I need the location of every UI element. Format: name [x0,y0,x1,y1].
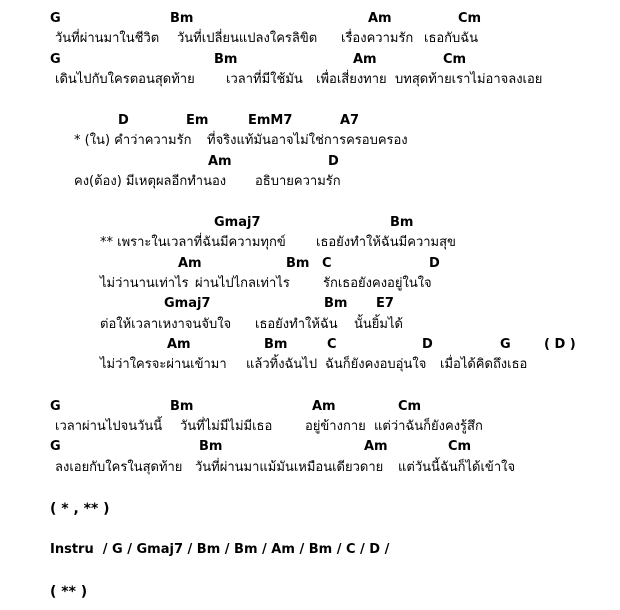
chord: Am [368,11,392,26]
chord: Am [312,399,336,414]
chord: Bm [324,296,348,311]
lyric: ต่อให้เวลาเหงาจนจับใจ [100,317,232,332]
chord: G [50,399,61,414]
lyric: เธอยังทำให้ฉัน [255,317,338,332]
lyric: แต่ว่าฉันก็ยังคงรู้สึก [374,419,483,434]
lyric: วันที่ผ่านมาในชีวิต [55,31,160,46]
lyric: เธอยังทำให้ฉันมีความสุข [316,235,456,250]
chord: E7 [376,296,394,311]
chord: Em [186,113,209,128]
chord: G [50,52,61,67]
lyric: แต่วันนี้ฉันก็ได้เข้าใจ [398,460,516,475]
lyric: เธอกับฉัน [424,31,479,46]
chord: Bm [286,256,310,271]
lyric: ฉันก็ยังคงอบอุ่นใจ [325,357,427,372]
lyric: เพื่อเสี่ยงทาย [316,72,387,87]
chord: Gmaj7 [164,296,211,311]
chord: Bm [170,399,194,414]
chord: C [327,337,337,352]
lyric: นั้นยิ้มได้ [354,317,403,332]
chord: Cm [443,52,467,67]
lyric: บทสุดท้ายเราไม่อาจลงเอย [395,72,543,87]
lyric: เดินไปกับใครตอนสุดท้าย [55,72,195,87]
chord: G [50,11,61,26]
lyric: ลงเอยกับใครในสุดท้าย [55,460,183,475]
chord: ( D ) [544,337,576,352]
lyric: อยู่ข้างกาย [305,419,366,434]
lyric: อธิบายความรัก [255,174,341,189]
lyric: เรื่องความรัก [341,31,414,46]
lyric: เวลาที่มีใช้มัน [226,72,303,87]
chord: D [429,256,440,271]
lyric: ผ่านไปไกลเท่าไร [195,276,290,291]
lyric: ที่จริงแท้มันอาจไม่ใช่การครอบครอง [207,133,408,148]
lyric: รักเธอยังคงอยู่ในใจ [323,276,432,291]
chord: Am [353,52,377,67]
chord: G [500,337,511,352]
lyric: เมื่อได้คิดถึงเธอ [440,357,528,372]
instrumental-text: Instru / G / Gmaj7 / Bm / Bm / Am / Bm / C / D / [50,542,390,557]
chord: Gmaj7 [214,215,261,230]
chord: Bm [199,439,223,454]
chord: D [328,154,339,169]
chord: D [118,113,129,128]
lyric: แล้วทิ้งฉันไป [246,357,318,372]
chord: Bm [264,337,288,352]
repeat-marker-text: ( * , ** ) [50,501,110,517]
lyric: วันที่เปลี่ยนแปลงใครลิขิต [177,31,318,46]
lyric: วันที่ผ่านมาแม้มันเหมือนเดียวดาย [195,460,384,475]
lyric: คง(ต้อง) มีเหตุผลอีกทำนอง [74,174,227,189]
lyric: * (ใน) คำว่าความรัก [74,133,192,148]
chord: D [422,337,433,352]
lyric: ** เพราะในเวลาที่ฉันมีความทุกข์ [100,235,286,250]
chord: G [50,439,61,454]
lyric: วันที่ไม่มีไม่มีเธอ [180,419,273,434]
chord: Cm [458,11,482,26]
lyric: ไม่ว่าใครจะผ่านเข้ามา [100,357,227,372]
chord: Bm [214,52,238,67]
repeat-marker-text: ( ** ) [50,584,88,600]
chord: EmM7 [248,113,293,128]
chord: Am [167,337,191,352]
chord: Am [364,439,388,454]
chord: Cm [448,439,472,454]
lyric: เวลาผ่านไปจนวันนี้ [55,419,163,434]
chord: Am [178,256,202,271]
chord: Cm [398,399,422,414]
chord: Bm [390,215,414,230]
chord: Am [208,154,232,169]
chord: Bm [170,11,194,26]
chord: C [322,256,332,271]
chord: A7 [340,113,360,128]
lyric: ไม่ว่านานเท่าไร [100,276,189,291]
